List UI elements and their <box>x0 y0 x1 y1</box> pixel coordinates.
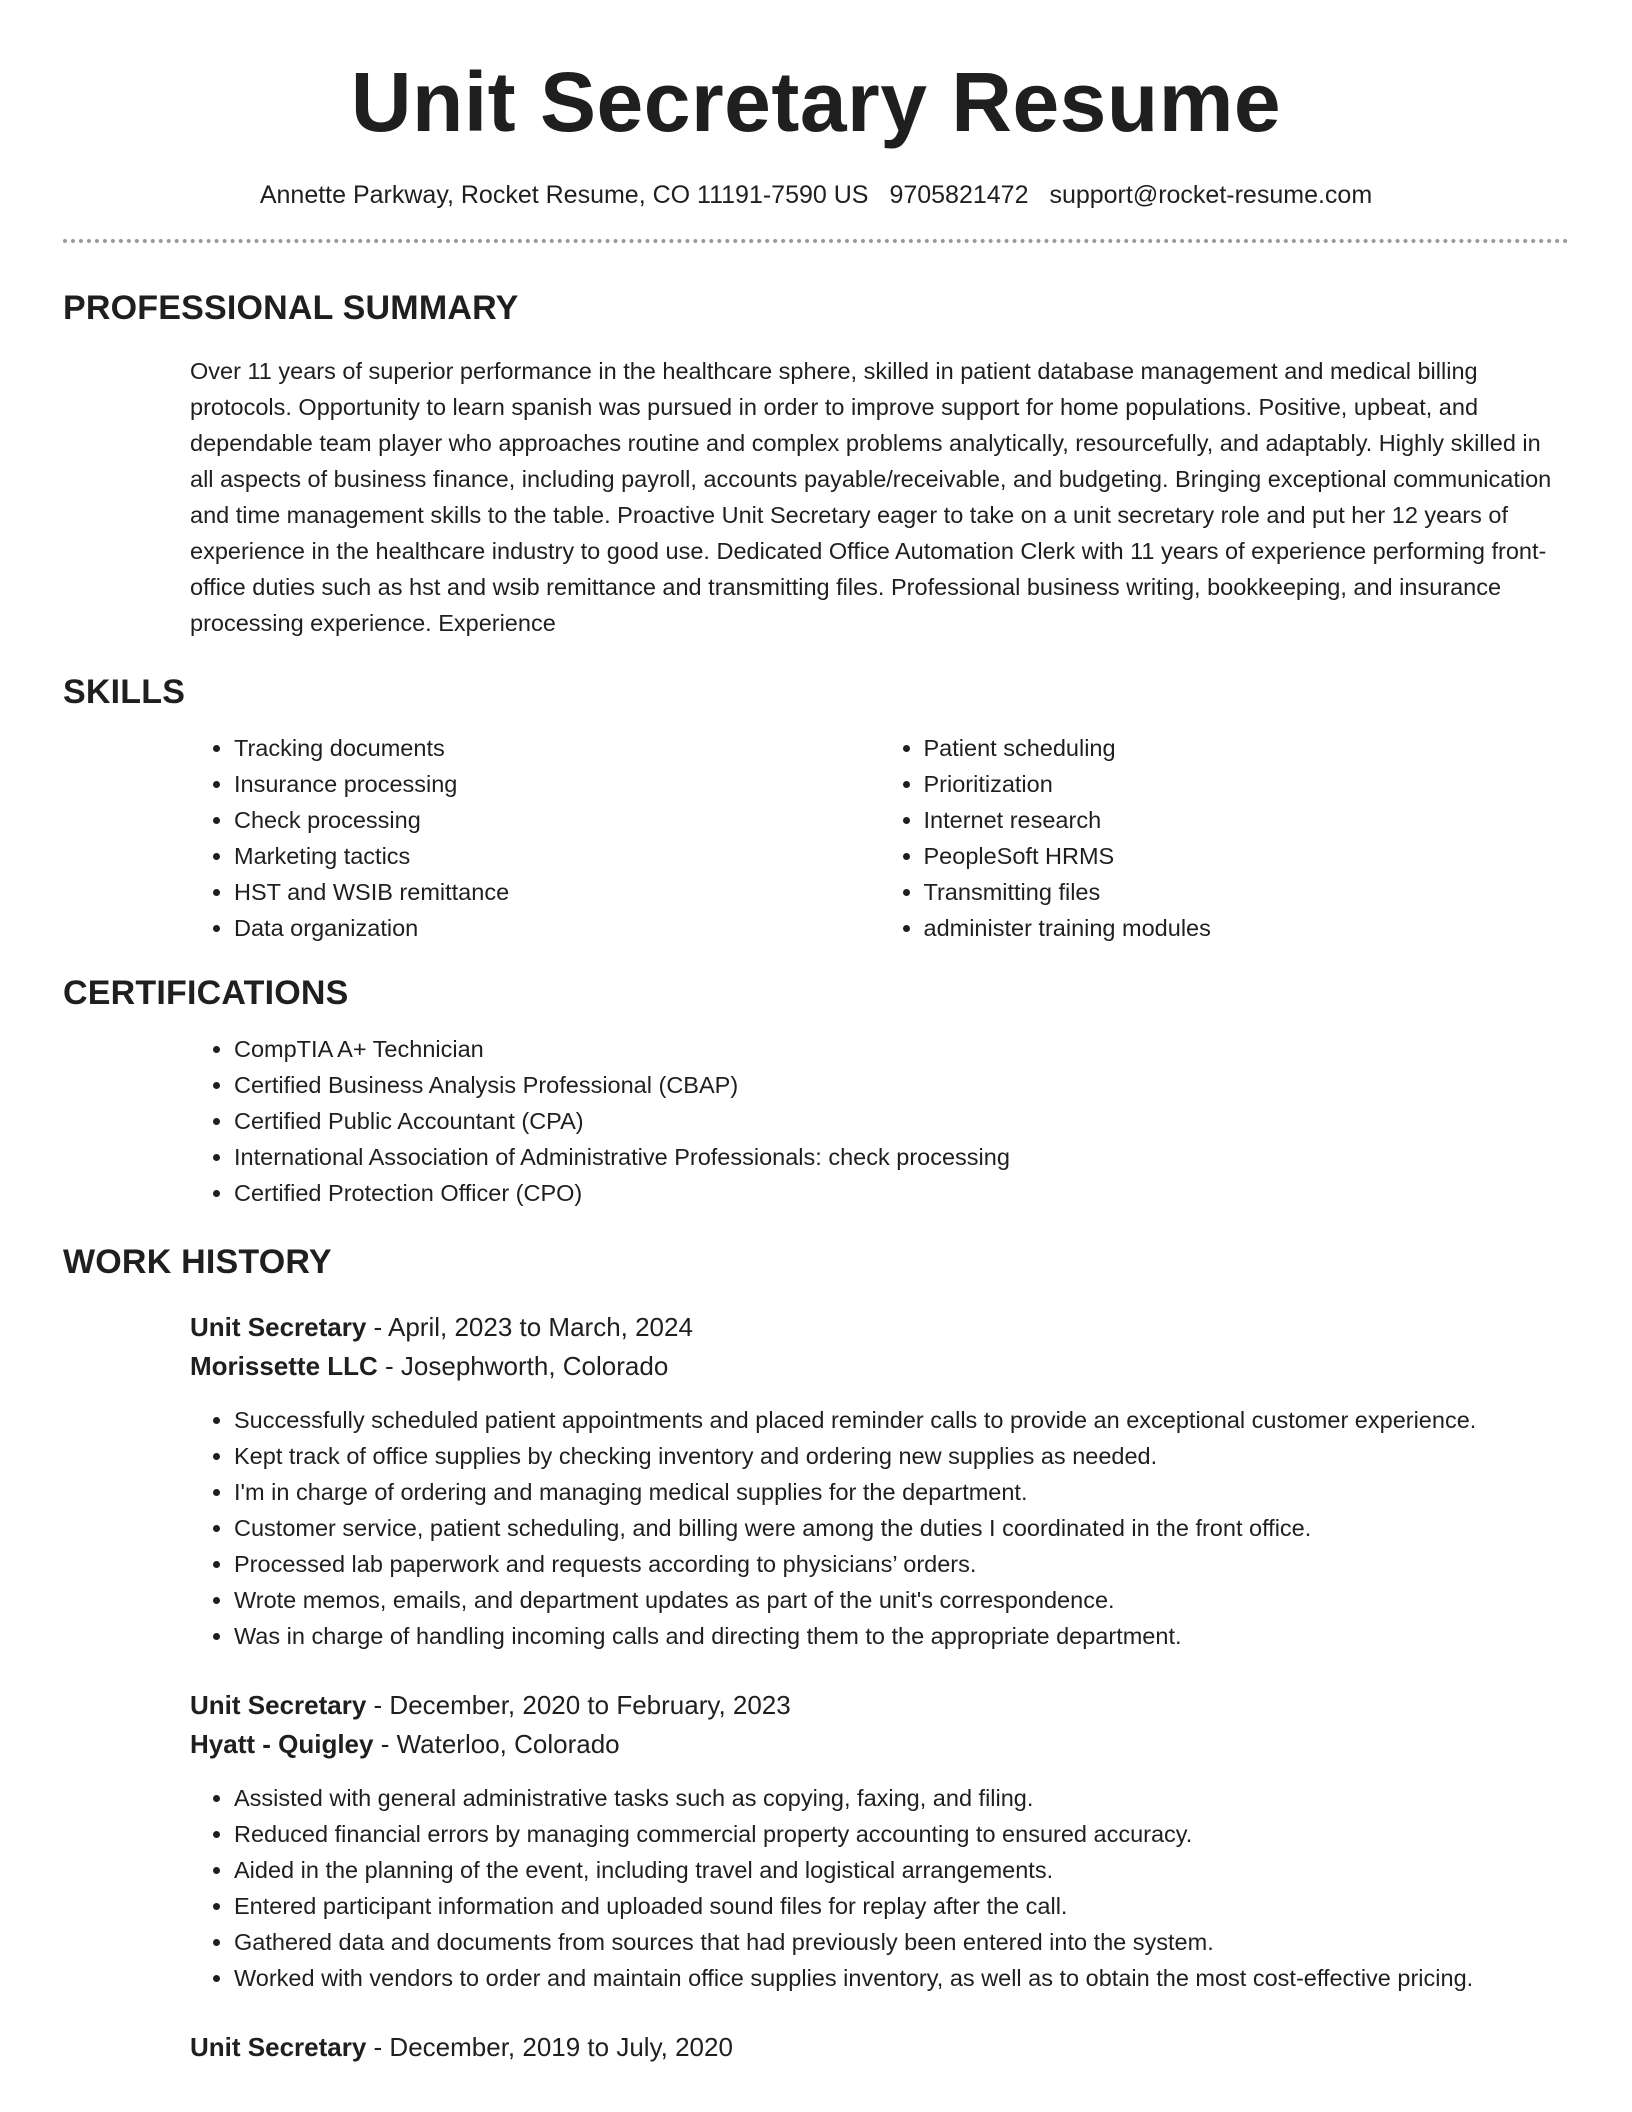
contact-line <box>63 181 1569 210</box>
skill-item: • Marketing tactics <box>234 838 880 874</box>
certifications-list <box>190 1031 1569 1211</box>
resume-title: Unit Secretary Resume <box>350 55 1282 149</box>
certification-item: • Certified Protection Officer (CPO) <box>234 1175 1569 1211</box>
job-bullets <box>190 1780 1569 1996</box>
job-title-line <box>190 1308 1569 1347</box>
job-entry <box>190 1308 1569 1654</box>
job-bullet: • I'm in charge of ordering and managing medical supplies for the department. <box>234 1474 1569 1510</box>
job-entry <box>190 1686 1569 1996</box>
job-title: Unit Secretary <box>190 2032 367 2062</box>
work-history-heading: WORK HISTORY <box>63 1243 332 1281</box>
skill-item: • HST and WSIB remittance <box>234 874 880 910</box>
skill-item: • Internet research <box>924 802 1570 838</box>
job-bullet: • Successfully scheduled patient appointments and placed reminder calls to provide an exceptional customer experience. <box>234 1402 1569 1438</box>
job-bullet: • Customer service, patient scheduling, and billing were among the duties I coordinated in the front office. <box>234 1510 1569 1546</box>
job-bullet: • Entered participant information and uploaded sound files for replay after the call. <box>234 1888 1569 1924</box>
job-bullet: • Reduced financial errors by managing commercial property accounting to ensured accuracy. <box>234 1816 1569 1852</box>
job-location: - Waterloo, Colorado <box>373 1729 620 1759</box>
skills-left-column <box>190 730 880 946</box>
skill-item: • administer training modules <box>924 910 1570 946</box>
job-title: Unit Secretary <box>190 1312 367 1342</box>
certification-item: • CompTIA A+ Technician <box>234 1031 1569 1067</box>
skills-grid <box>190 730 1569 946</box>
skill-item: • Patient scheduling <box>924 730 1570 766</box>
job-bullet: • Wrote memos, emails, and department updates as part of the unit's correspondence. <box>234 1582 1569 1618</box>
job-location: - Josephworth, Colorado <box>377 1351 669 1381</box>
job-dates: - April, 2023 to March, 2024 <box>366 1312 693 1342</box>
header-divider <box>63 239 1569 243</box>
job-bullet: • Was in charge of handling incoming calls and directing them to the appropriate department. <box>234 1618 1569 1654</box>
skills-right-column <box>880 730 1570 946</box>
job-entry <box>190 2028 1569 2067</box>
job-bullet: • Aided in the planning of the event, including travel and logistical arrangements. <box>234 1852 1569 1888</box>
certification-item: • Certified Business Analysis Professional (CBAP) <box>234 1067 1569 1103</box>
job-dates: - December, 2019 to July, 2020 <box>366 2032 733 2062</box>
job-company-line <box>190 1347 1569 1386</box>
certification-item: • International Association of Administrative Professionals: check processing <box>234 1139 1569 1175</box>
skill-item: • Data organization <box>234 910 880 946</box>
job-dates: - December, 2020 to February, 2023 <box>366 1690 791 1720</box>
certifications-heading: CERTIFICATIONS <box>63 974 349 1012</box>
skill-item: • Check processing <box>234 802 880 838</box>
skill-item: • Tracking documents <box>234 730 880 766</box>
job-bullet: • Gathered data and documents from sources that had previously been entered into the system. <box>234 1924 1569 1960</box>
job-bullet: • Kept track of office supplies by checking inventory and ordering new supplies as needed. <box>234 1438 1569 1474</box>
summary-heading: PROFESSIONAL SUMMARY <box>63 289 519 327</box>
skill-item: • Prioritization <box>924 766 1570 802</box>
job-company: Hyatt - Quigley <box>190 1729 374 1759</box>
job-title: Unit Secretary <box>190 1690 367 1720</box>
skill-item: • PeopleSoft HRMS <box>924 838 1570 874</box>
contact-phone: 9705821472 <box>889 181 1029 209</box>
job-bullet: • Assisted with general administrative tasks such as copying, faxing, and filing. <box>234 1780 1569 1816</box>
contact-address: Annette Parkway, Rocket Resume, CO 11191-7590 US <box>259 181 869 209</box>
job-bullet: • Worked with vendors to order and maintain office supplies inventory, as well as to obtain the most cost-effective pricing. <box>234 1960 1569 1996</box>
skills-heading: SKILLS <box>63 673 186 711</box>
job-company-line <box>190 1725 1569 1764</box>
skill-item: • Transmitting files <box>924 874 1570 910</box>
summary-text: Over 11 years of superior performance in the healthcare sphere, skilled in patient database management and medical billing protocols. Opportunity to learn spanish was pursued in order to improve support for home populations. Positive, upbeat, and dependable team player who approaches routine and complex problems analytically, resourcefully, and adaptably. Highly skilled in all aspects of business finance, including payroll, accounts payable/receivable, and budgeting. Bringing exceptional communication and time management skills to the table. Proactive Unit Secretary eager to take on a unit secretary role and put her 12 years of experience in the healthcare industry to good use. Dedicated Office Automation Clerk with 11 years of experience performing front-office duties such as hst and wsib remittance and transmitting files. Professional business writing, bookkeeping, and insurance processing experience. Experience <box>190 358 1552 636</box>
job-bullets <box>190 1402 1569 1654</box>
skill-item: • Insurance processing <box>234 766 880 802</box>
certification-item: • Certified Public Accountant (CPA) <box>234 1103 1569 1139</box>
job-company: Morissette LLC <box>190 1351 378 1381</box>
job-title-line <box>190 1686 1569 1725</box>
job-title-line <box>190 2028 1569 2067</box>
contact-email: support@rocket-resume.com <box>1049 181 1373 209</box>
job-bullet: • Processed lab paperwork and requests according to physicians’ orders. <box>234 1546 1569 1582</box>
